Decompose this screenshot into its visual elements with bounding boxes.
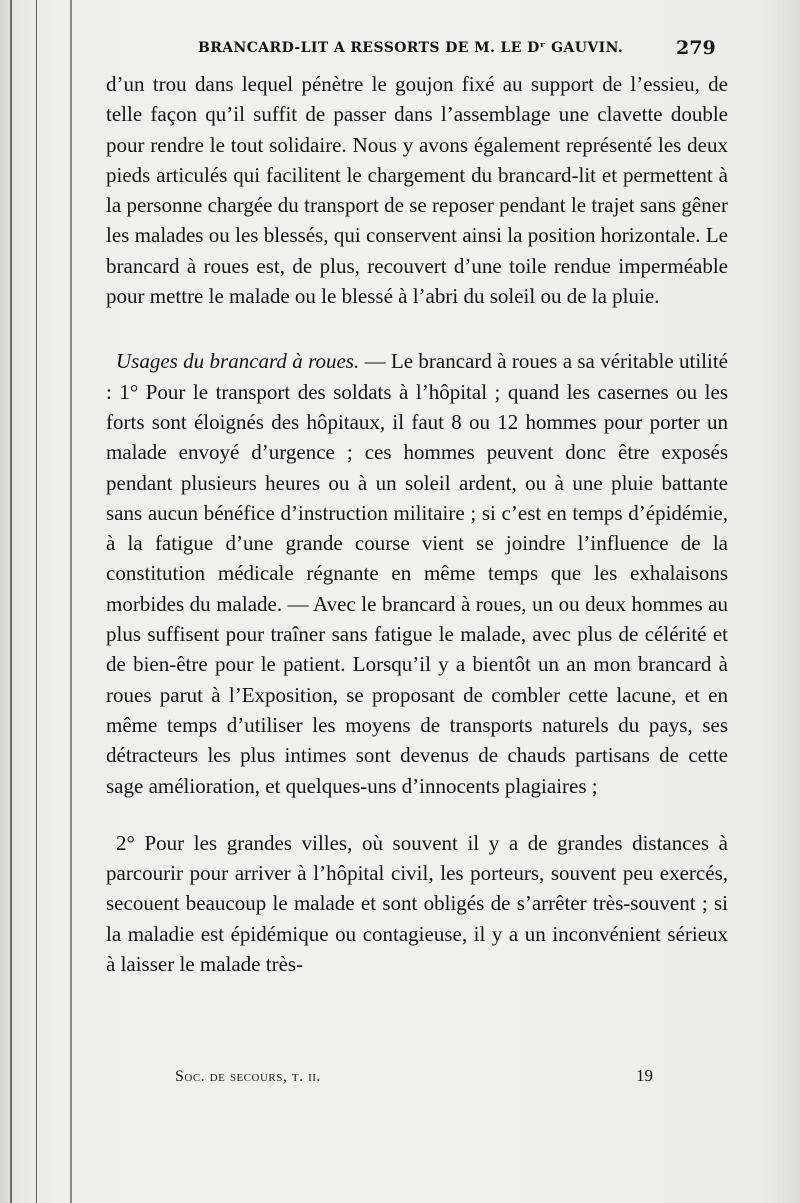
paragraph-usages	[106, 346, 728, 800]
section-heading: Usages du brancard à roues.	[116, 349, 360, 374]
page-edge-shadow	[10, 0, 12, 1203]
signature-line: Soc. de secours, t. ii.	[175, 1068, 321, 1085]
paragraph-usages-text: — Le brancard à roues a sa véritable utilité : 1° Pour le transport des soldats à l’hôpital ; quand les casernes ou les forts sont éloignés des hôpitaux, il faut 8 ou 12 hommes pour porter un malade envoyé d’urgence ; ces hommes peuvent donc être exposés pendant plusieurs heures ou à un soleil ardent, ou à une pluie battante sans aucun bénéfice d’instruction militaire ; si c’est en temps d’épidémie, à la fatigue d’une grande course vient se joindre l’influence de la constitution médicale régnante en même temps que les exhalaisons morbides du malade. — Avec le brancard à roues, un ou deux hommes au plus suffisent pour traîner sans fatigue le malade, avec plus de célérité et de bien-être pour le patient. Lorsqu’il y a bientôt un an mon brancard à roues parut à l’Exposition, se proposant de combler cette lacune, et en même temps d’utiliser les moyens de transports naturels du pays, ses détracteurs les plus intimes sont devenus de chauds partisans de cette sage amélioration, et quelques-uns d’innocents plagiaires ;	[106, 349, 728, 798]
page-number: 279	[676, 37, 716, 59]
binding-line	[36, 0, 37, 1203]
running-head: BRANCARD-LIT A RESSORTS DE M. LE Dʳ GAUVIN.	[198, 40, 624, 56]
signature-mark: 19	[636, 1066, 653, 1085]
page-fold-line	[70, 0, 72, 1203]
body-text	[106, 69, 728, 979]
paragraph-continued: d’un trou dans lequel pénètre le goujon fixé au support de l’essieu, de telle façon qu’il suffit de passer dans l’assemblage une clavette double pour rendre le tout solidaire. Nous y avons également représenté les deux pieds articulés qui facilitent le chargement du brancard-lit et permettent à la personne chargée du transport de se reposer pendant le trajet sans gêner les malades ou les blessés, qui conservent ainsi la position horizontale. Le brancard à roues est, de plus, recouvert d’une toile rendue imperméable pour mettre le malade ou le blessé à l’abri du soleil ou de la pluie.	[106, 72, 728, 309]
paragraph-grandes-villes: 2° Pour les grandes villes, où souvent il y a de grandes distances à parcourir pour arriver à l’hôpital civil, les porteurs, souvent peu exercés, secouent beaucoup le malade et sont obligés de s’arrêter très-souvent ; si la maladie est épidémique ou contagieuse, il y a un inconvénient sérieux à laisser le malade très-	[106, 830, 728, 977]
